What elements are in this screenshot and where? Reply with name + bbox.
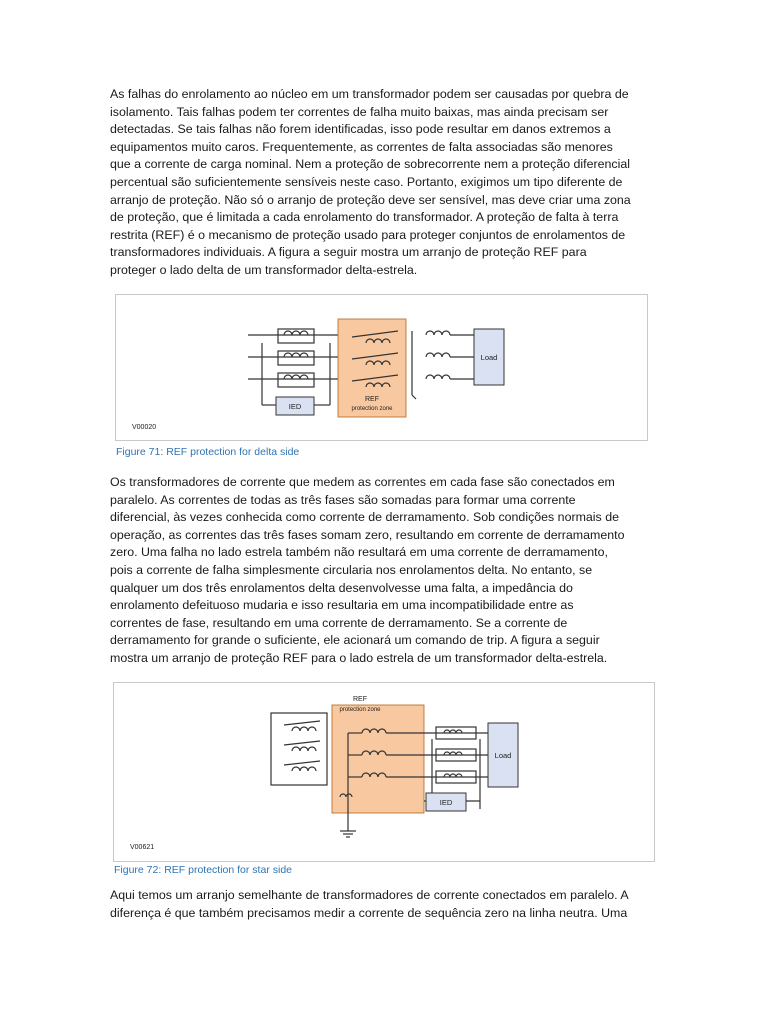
diagram-ref-delta — [116, 295, 647, 440]
ied-label: IED — [288, 402, 302, 411]
text-line: arranjo de proteção. Não só o arranjo de proteção deve ser sensível, mas deve criar uma zona — [110, 192, 631, 207]
ref-label: REF — [353, 696, 367, 703]
paragraph-ref-intro — [110, 86, 658, 280]
text-line: proteger o lado delta de um transformador delta-estrela. — [110, 262, 418, 277]
text-line: enrolamento defeituoso mudaria e isso resultaria em uma incompatibilidade entre as — [110, 598, 574, 613]
diagram-ref-star — [114, 683, 654, 861]
text-line: paralelo. As correntes de todas as três fases são somadas para formar uma corrente — [110, 492, 576, 507]
figure-id-label: V00621 — [130, 844, 155, 851]
figure-caption: Figure 72: REF protection for star side — [114, 864, 292, 876]
ied-label: IED — [439, 798, 453, 807]
text-line: As falhas do enrolamento ao núcleo em um transformador podem ser causadas por quebra de — [110, 87, 629, 101]
text-line: diferencial, às vezes conhecida como corrente de derramamento. Sob condições normais de — [110, 510, 619, 525]
text-line: isolamento. Tais falhas podem ter correntes de falha muito baixas, mas ainda precisam ser — [110, 104, 609, 119]
figure-ref-delta-side — [115, 294, 648, 441]
text-line: equipamentos muito caros. Frequentemente, as correntes de falta associadas são menores — [110, 139, 613, 154]
text-line: qualquer um dos três enrolamentos delta desenvolvesse uma falta, a impedância do — [110, 580, 573, 595]
figure-id-label: V00020 — [132, 424, 157, 431]
text-line: Os transformadores de corrente que medem as correntes em cada fase são conectados em — [110, 475, 615, 489]
text-line: pois a corrente de falha simplesmente circularia nos enrolamentos delta. No entanto, se — [110, 562, 593, 577]
text-line: detectadas. Se tais falhas não forem identificadas, isso pode resultar em danos extremos a — [110, 122, 611, 137]
text-line: derramamento for grande o suficiente, ele acionará um comando de trip. A figura a seguir — [110, 633, 600, 648]
load-label: Load — [494, 751, 512, 760]
ref-label: REF — [365, 396, 379, 403]
text-line: de proteção, que é limitada a cada enrolamento do transformador. A proteção de falta à terra — [110, 210, 619, 225]
text-line: percentual são suficientemente sensíveis neste caso. Portanto, exigimos um tipo diferente de — [110, 174, 623, 189]
text-line: zero. Uma falha no lado estrela também não resultará em uma corrente de derramamento, — [110, 545, 608, 560]
text-line: Aqui temos um arranjo semelhante de transformadores de corrente conectados em paralelo. A — [110, 888, 629, 902]
text-line: operação, as correntes das três fases somam zero, resultando em corrente de derramamento — [110, 527, 625, 542]
text-line: restrita (REF) é o mecanismo de proteção usado para proteger conjuntos de enrolamentos de — [110, 227, 626, 242]
ref-zone-label: protection zone — [351, 406, 393, 412]
paragraph-star-side — [110, 887, 658, 922]
figure-ref-star-side — [113, 682, 655, 862]
figure-caption: Figure 71: REF protection for delta side — [116, 446, 300, 458]
text-line: mostra um arranjo de proteção REF para o lado estrela de um transformador delta-estrela. — [110, 650, 608, 665]
load-label: Load — [480, 353, 498, 362]
paragraph-parallel-cts — [110, 474, 658, 668]
text-line: correntes de fase, resultando em uma corrente de derramamento. Se a corrente de — [110, 615, 568, 630]
text-line: que a corrente de carga nominal. Nem a proteção de sobrecorrente nem a proteção diferencial — [110, 157, 631, 172]
ref-zone-label: protection zone — [339, 707, 381, 713]
text-line: diferença é que também precisamos medir a corrente de sequência zero na linha neutra. Uma — [110, 905, 628, 920]
text-line: transformadores individuais. A figura a seguir mostra um arranjo de proteção REF para — [110, 245, 587, 260]
